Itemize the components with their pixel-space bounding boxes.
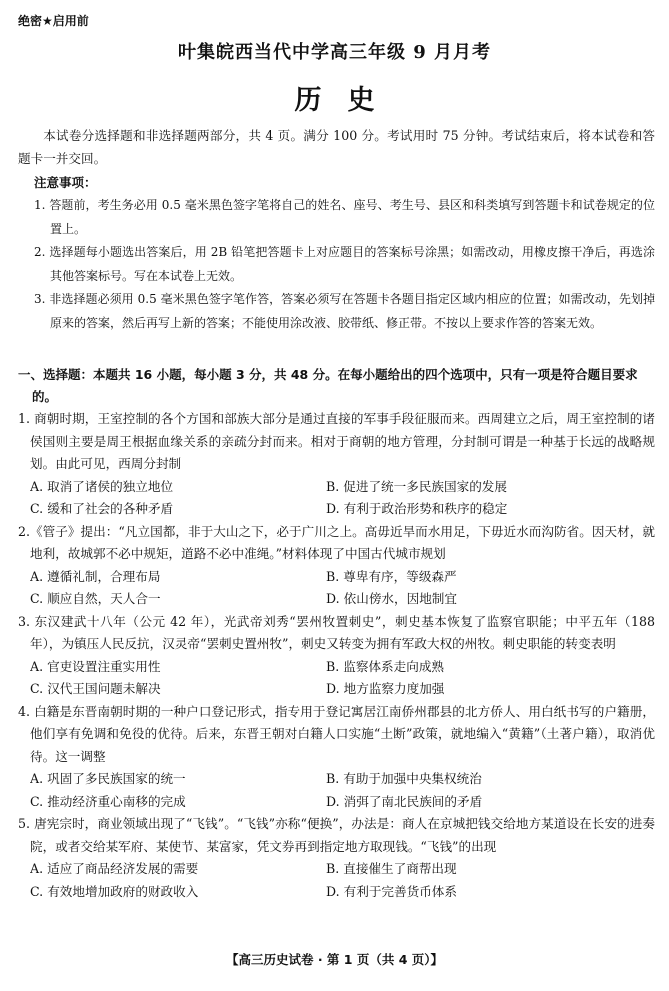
exam-title: 叶集皖西当代中学高三年级 9 月月考	[177, 42, 492, 63]
option-b: B. 尊卑有序，等级森严	[326, 568, 457, 584]
question-stem: 4. 白籍是东晋南朝时期的一种户口登记形式，指专用于登记寓居江南侨州郡县的北方侨人、用白纸书写的户籍册，他们享有免调和免役的优待。后来，东晋王朝对白籍人口实施“土断”政策，就地编入“黄籍”（土著户籍），取消优待。这一调整	[18, 703, 655, 764]
notice-item: 3. 非选择题必须用 0.5 毫米黑色签字笔作答，答案必须写在答题卡各题目指定区域内相应的位置；如需改动，先划掉原来的答案，然后再写上新的答案；不能使用涂改液、胶带纸、修正带。不按以上要求作答的答案无效。	[34, 292, 655, 330]
option-b: B. 直接催生了商帮出现	[326, 861, 457, 876]
option-grid	[18, 858, 655, 903]
section-block	[18, 364, 655, 408]
option-grid	[18, 476, 655, 521]
option-b: B. 促进了统一多民族国家的发展	[326, 478, 507, 494]
option-grid	[18, 566, 655, 611]
secret-mark: 绝密★启用前	[18, 14, 89, 28]
notice-block	[18, 172, 655, 335]
question-4	[18, 701, 655, 814]
option-b: B. 有助于加强中央集权统治	[326, 771, 482, 786]
subject-title: 历史	[294, 85, 401, 116]
question-stem: 5. 唐宪宗时，商业领域出现了“飞钱”。“飞钱”亦称“便换”，办法是：商人在京城把钱交给地方某道设在长安的进奏院，或者交给某军府、某使节、某富家，凭文券再到指定地方取现钱。“飞钱”的出现	[18, 816, 655, 854]
option-a: A. 遵循礼制，合理布局	[30, 568, 161, 584]
option-c: C. 汉代王国问题未解决	[30, 681, 161, 696]
section-heading: 一、选择题：本题共 16 小题，每小题 3 分，共 48 分。在每小题给出的四个选项中，只有一项是符合题目要求的。	[18, 367, 638, 404]
option-d: D. 消弭了南北民族间的矛盾	[326, 793, 483, 809]
intro-block	[18, 124, 655, 170]
option-a: A. 适应了商品经济发展的需要	[30, 861, 199, 876]
notice-heading: 注意事项：	[34, 175, 97, 190]
option-d: D. 有利于完善货币体系	[326, 883, 457, 899]
option-d: D. 依山傍水，因地制宜	[326, 591, 457, 606]
option-c: C. 顺应自然，天人合一	[30, 591, 161, 606]
option-grid	[18, 656, 655, 701]
question-list	[18, 408, 655, 903]
question-5	[18, 813, 655, 903]
question-3	[18, 611, 655, 701]
question-stem: 2.《管子》提出：“凡立国都，非于大山之下，必于广川之上。高毋近旱而水用足，下毋近水而沟防省。因天材，就地利，故城郭不必中规矩，道路不必中准绳。”材料体现了中国古代城市规划	[18, 523, 655, 561]
option-d: D. 有利于政治形势和秩序的稳定	[326, 501, 508, 516]
option-a: A. 巩固了多民族国家的统一	[30, 771, 186, 786]
question-stem: 3. 东汉建武十八年（公元 42 年），光武帝刘秀“罢州牧置刺史”，刺史基本恢复了监察官职能；中平五年（188 年），为镇压人民反抗，汉灵帝“罢刺史置州牧”，刺史又转变为拥有军政大权的州牧。刺史职能的转变表明	[18, 613, 655, 651]
intro-paragraph: 本试卷分选择题和非选择题两部分，共 4 页。满分 100 分。考试用时 75 分钟。考试结束后，将本试卷和答题卡一并交回。	[18, 128, 655, 166]
option-c: C. 有效地增加政府的财政收入	[30, 883, 199, 899]
option-c: C. 缓和了社会的各种矛盾	[30, 501, 174, 516]
question-1	[18, 408, 655, 521]
notice-item: 1. 答题前，考生务必用 0.5 毫米黑色签字笔将自己的姓名、座号、考生号、县区和科类填写到答题卡和试卷规定的位置上。	[34, 198, 655, 236]
option-b: B. 监察体系走向成熟	[326, 658, 445, 674]
question-2	[18, 521, 655, 611]
page-footer: 【高三历史试卷 · 第 1 页（共 4 页）】	[225, 952, 443, 967]
question-stem: 1. 商朝时期，王室控制的各个方国和部族大部分是通过直接的军事手段征服而来。西周建立之后，周王室控制的诸侯国则主要是周王根据血缘关系的亲疏分封而来。相对于商朝的地方管理，分封制可谓是一种基于长远的战略规划。由此可见，西周分封制	[18, 411, 655, 471]
option-a: A. 官吏设置注重实用性	[30, 658, 161, 674]
notice-item: 2. 选择题每小题选出答案后，用 2B 铅笔把答题卡上对应题目的答案标号涂黑；如需改动，用橡皮擦干净后，再选涂其他答案标号。写在本试卷上无效。	[34, 245, 655, 283]
option-grid	[18, 768, 655, 813]
option-d: D. 地方监察力度加强	[326, 681, 445, 696]
option-c: C. 推动经济重心南移的完成	[30, 793, 186, 809]
option-a: A. 取消了诸侯的独立地位	[30, 478, 174, 494]
